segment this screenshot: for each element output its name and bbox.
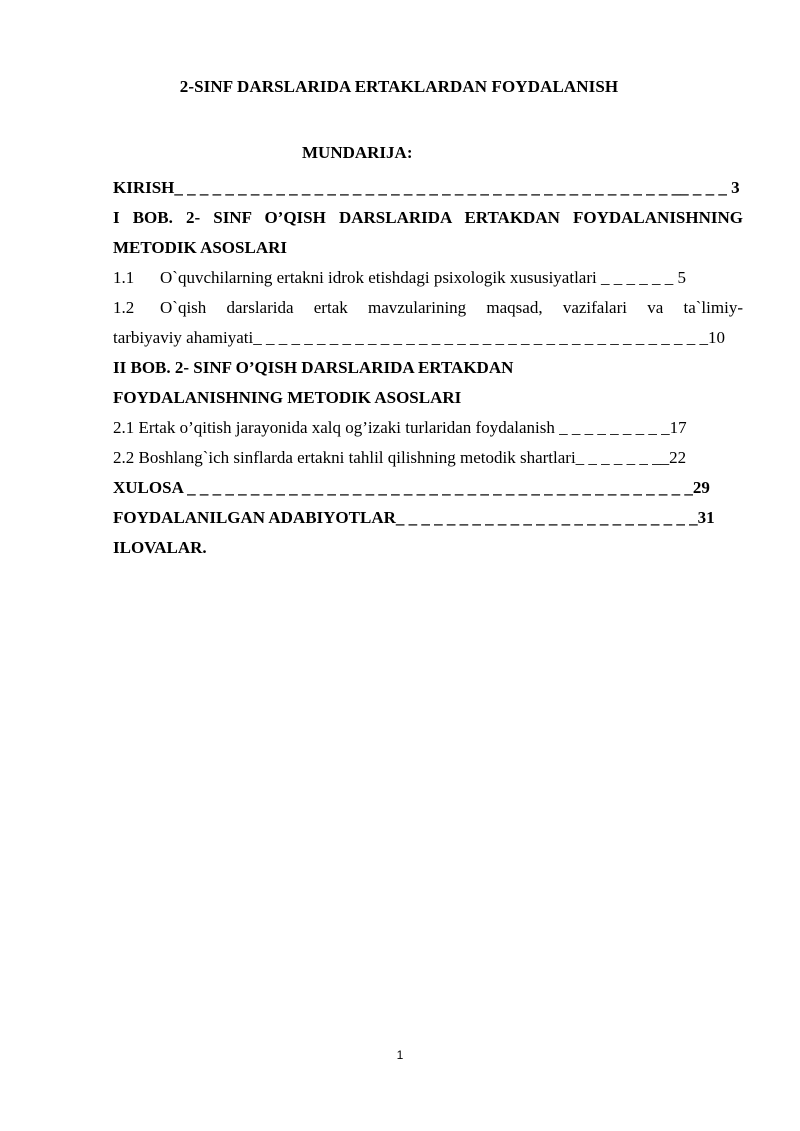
toc-entry-section-2-2: 2.2 Boshlang`ich sinflarda ertakni tahlil qilishning metodik shartlari_ _ _ _ _ _ __22 <box>113 448 687 467</box>
toc-entry-chapter-2-subtitle: FOYDALANISHNING METODIK ASOSLARI <box>113 388 462 407</box>
section-number: 1.2 <box>113 298 135 317</box>
toc-entry-kirish: KIRISH_ _ _ _ _ _ _ _ _ _ _ _ _ _ _ _ _ _ _ _ _ _ _ _ _ _ _ _ _ _ _ _ _ _ _ _ _ _ _ __ _ _ _ 3 <box>113 178 740 197</box>
toc-entry-chapter-1-title: I BOB. 2- SINF O’QISH DARSLARIDA ERTAKDAN FOYDALANISHNING <box>113 208 743 227</box>
toc-entry-chapter-2-title: II BOB. 2- SINF O’QISH DARSLARIDA ERTAKDAN <box>113 358 514 377</box>
document-title: 2-SINF DARSLARIDA ERTAKLARDAN FOYDALANISH <box>179 77 619 96</box>
toc-entry-section-2-1: 2.1 Ertak o’qitish jarayonida xalq og’izaki turlaridan foydalanish _ _ _ _ _ _ _ _ _17 <box>113 418 687 437</box>
table-of-contents <box>113 173 743 563</box>
toc-entry-xulosa: XULOSA _ _ _ _ _ _ _ _ _ _ _ _ _ _ _ _ _ _ _ _ _ _ _ _ _ _ _ _ _ _ _ _ _ _ _ _ _ _ _ _29 <box>113 478 710 497</box>
toc-entry-ilovalar: ILOVALAR. <box>113 538 207 557</box>
toc-entry-chapter-1-subtitle: METODIK ASOSLARI <box>113 238 287 257</box>
section-text: O`qish darslarida ertak mavzularining maqsad, vazifalari va ta`limiy- <box>160 298 743 317</box>
section-text: O`quvchilarning ertakni idrok etishdagi psixologik xususiyatlari _ _ _ _ _ _ 5 <box>160 268 686 287</box>
section-number: 1.1 <box>113 268 135 287</box>
toc-entry-section-1-2 <box>113 293 743 323</box>
toc-entry-adabiyotlar: FOYDALANILGAN ADABIYOTLAR_ _ _ _ _ _ _ _ _ _ _ _ _ _ _ _ _ _ _ _ _ _ _ _31 <box>113 508 715 527</box>
toc-entry-section-1-1 <box>113 263 743 293</box>
toc-heading: MUNDARIJA: <box>302 143 413 162</box>
toc-entry-section-1-2-cont: tarbiyaviy ahamiyati_ _ _ _ _ _ _ _ _ _ _ _ _ _ _ _ _ _ _ _ _ _ _ _ _ _ _ _ _ _ _ _ _ _ _ _10 <box>113 328 725 347</box>
page-number: 1 <box>396 1048 404 1062</box>
